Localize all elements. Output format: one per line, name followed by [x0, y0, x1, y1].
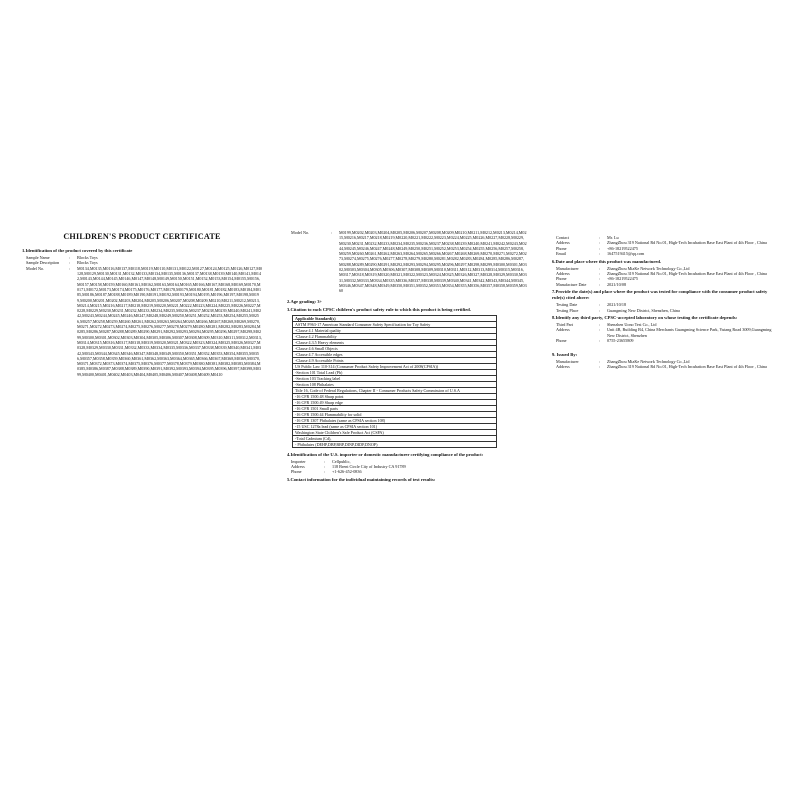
section-5-fields: [552, 235, 777, 257]
table-cell: - Phthalates (DEHP,DBP,BBP,DINP,DIDP,DNOP): [293, 441, 497, 447]
field-row: [552, 308, 777, 313]
field-colon: :: [599, 322, 601, 328]
table-cell: ASTM F963-17 American Standard Consumer Safety Specification for Toy Safety: [293, 321, 497, 327]
field-label: Sample Name: [26, 255, 50, 260]
field-colon: :: [599, 240, 601, 246]
page-column-3: [552, 235, 777, 370]
section-6-heading: 6.Date and place where this product was manufactured.: [552, 258, 662, 264]
field-value: ZhangZhou MiaKe Network Technology Co.,Ltd: [607, 265, 690, 271]
field-colon: :: [599, 307, 601, 313]
field-value: +86-18219522475: [607, 276, 638, 282]
section-8-fields: [552, 322, 777, 344]
section-5-heading: 5.Contact information for the individual maintaining records of test results:: [287, 476, 436, 482]
field-colon: :: [331, 230, 333, 235]
standards-table: [292, 315, 497, 448]
field-row: [287, 469, 527, 474]
section-7-heading: 7.Provide the date(s) and place where the product was tested for compliance with the consumer product safety rule(s) cited above:: [552, 289, 768, 301]
field-value: Unit 4B, Building B4, China Merchants Guangming Science Park, Yutang Road 3009,Guangming New District, Shenzhen: [607, 327, 772, 338]
section-9-heading: 9. Issued By:: [552, 351, 578, 357]
field-value: ZhangZhou 319 National Rd No.01, High-Tech Incubation Base East Plant of 4th Floor , China: [607, 240, 767, 246]
field-row: [552, 327, 777, 338]
field-value: ZhangZhou MiaKe Network Technology Co.,Ltd: [607, 358, 690, 364]
field-colon: :: [599, 271, 601, 277]
table-cell: -Clause 4.1 Material quality: [293, 327, 497, 333]
page-column-2: [287, 230, 527, 484]
field-colon: :: [69, 260, 71, 266]
field-colon: :: [69, 255, 71, 260]
field-row: [552, 251, 777, 256]
field-row: [22, 266, 262, 377]
field-value: 2021/10/18: [607, 302, 627, 308]
section-3-heading: 3.Citation to each CPSC children's product safety rule to which this product is being certified.: [287, 306, 472, 312]
section-8-heading: 8.Identify any third party, CPSC-accepted laboratory on whose testing the certificate depends:: [552, 315, 738, 321]
field-label: Manufacturer: [556, 265, 579, 271]
field-colon: :: [599, 358, 601, 364]
field-label: Phone: [556, 338, 567, 344]
table-cell: -Clause 4.3.5 Heavy elements: [293, 339, 497, 345]
field-value: Mr. Lu: [607, 235, 619, 240]
field-value: +1-626-452-0836: [332, 469, 362, 475]
field-colon: :: [599, 235, 601, 240]
field-value: +86-18219522475: [607, 245, 638, 251]
field-label: Model No.: [291, 230, 310, 235]
field-colon: :: [324, 463, 326, 469]
field-label: Testing Date: [556, 302, 578, 308]
table-cell: -Clause 4.6 Small Objects: [293, 345, 497, 351]
field-label: Address: [291, 463, 305, 469]
model-numbers-continued: M0199,M0202,M0203,M0204,M0205,M0206,M0207,M0208,M0209,M0210,M0211,M0212,M0213,M0214,M0215,M0216,M0217,M0218,M0219,M0220,M0221,M0222,M0223,M0224,M0225,M0226,M0227,M0228,M0229,M0230,M0231,M0232,M0233,M0234,M0235,M0236,M0237,M0238,M0239,M0240,M0241,M0242,M0243,M0244,M0245,M0246,M0247,M0248,M0249,M0250,M0251,M0252,M0253,M0254,M0255,M0256,M0257,M0258,M0259,M0260,M0261,M0262,M0263,M0264,M0265,M0266,M0267,M0268,M0269,M0270,M0271,M0272,M0273,M0274,M0275,M0276,M0277,M0278,M0279,M0280,M0281,M0282,M0283,M0284,M0285,M0286,M0287,M0288,M0289,M0290,M0291,M0292,M0293,M0294,M0295,M0296,M0297,M0298,M0299,M0300,M0301,M0302,M0303,M0304,M0305,M0306,M0307,M0308,M0309,M0310,M0311,M0312,M0313,M0314,M0315,M0316,M0317,M0318,M0319,M0320,M0321,M0322,M0323,M0324,M0325,M0326,M0327,M0328,M0329,M0330,M0331,M0332,M0333,M0334,M0335,M0336,M0337,M0338,M0339,M0340,M0341,M0342,M0343,M0344,M0345,M0346,M0347,M0348,M0349,M0350,M0351,M0352,M0353,M0354,M0355,M0356,M0357,M0358,M0359,M0360: [339, 230, 527, 294]
section-2-heading: 2.Age grading: 3+: [287, 298, 323, 304]
field-label: Model No.: [26, 265, 45, 271]
table-cell: Title 16, Code of Federal Regulations, Chapter II - Consumer Products Safety Commission of U.S.A: [293, 387, 497, 393]
field-value: Cellpublic,: [332, 458, 351, 464]
field-value: Shenzhen Uono Test Co., Ltd: [607, 322, 657, 328]
field-label: Phone: [556, 245, 567, 251]
field-value: Guangming New District, Shenzhen, China: [607, 307, 680, 313]
field-value: 2021/10/08: [607, 281, 627, 287]
field-value: Blocks Toys: [77, 255, 98, 260]
table-cell: -16 CFR 1307 Phthalates (same as CPSIA section 108): [293, 417, 497, 423]
table-cell: -Section 101 Total Lead (Pb): [293, 369, 497, 375]
field-row: [287, 230, 527, 294]
field-colon: :: [599, 364, 601, 370]
field-row: [552, 364, 777, 369]
field-label: Third Part: [556, 322, 574, 328]
table-cell: -Section 108 Phthalates: [293, 381, 497, 387]
table-cell: -Clause 4.2 Flammability: [293, 333, 497, 339]
table-cell: Washington State Children's Safe Product Act (CSPA): [293, 429, 497, 435]
page-column-1: [22, 232, 262, 377]
field-colon: :: [599, 265, 601, 271]
field-value: Blocks Toys: [77, 260, 98, 266]
field-label: Testing Place: [556, 307, 579, 313]
section-7-fields: [552, 302, 777, 313]
field-label: Address: [556, 271, 570, 277]
table-cell: -Clause 4.7 Accessible edges: [293, 351, 497, 357]
field-label: Email: [556, 251, 567, 257]
field-label: Address: [556, 240, 570, 246]
field-row: [552, 338, 777, 343]
field-label: Address: [556, 364, 570, 370]
field-value: 1647519415@qq.com: [607, 251, 645, 257]
table-cell: -16 CFR 1500.48 Sharp point: [293, 393, 497, 399]
section-6-fields: [552, 266, 777, 288]
field-colon: :: [324, 458, 326, 464]
field-value: 118 Brent Circle City of Industry CA 91789: [332, 463, 406, 469]
table-cell: -16 CFR 1501 Small parts: [293, 405, 497, 411]
table-cell: -Section 103 Tracking label: [293, 375, 497, 381]
section-9-fields: [552, 359, 777, 370]
table-cell: -15 USC 1278a lead (same as CPSIA section 101): [293, 423, 497, 429]
table-cell: -Clause 4.9 Accessible Points: [293, 357, 497, 363]
field-colon: :: [69, 265, 71, 271]
field-colon: :: [599, 338, 601, 344]
field-row: [552, 282, 777, 287]
field-value: ZhangZhou 319 National Rd No.01, High-Tech Incubation Base East Plant of 4th Floor , China: [607, 364, 767, 370]
table-cell: -Total Cadmium (Cd),: [293, 435, 497, 441]
field-label: Manufacture Date: [556, 281, 587, 287]
field-colon: :: [599, 302, 601, 308]
model-numbers: M0134,M0135,M0116,M0137,M0118,M0119,M0110,M0131,M0122,M0127,M0124,M0125,M0126,M0127,M0128,M0129,M0130,M0131,M0132,M0133,M0134,M0135,M0136,M0137,M0138,M0139,M0140,M0141,M0142,M0143,M0144,M0145,M0146,M0147,M0148,M0149,M0150,M0151,M0152,M0153,M0154,M0155,M0156,M0157,M0158,M0159,M0160,M0161,M0162,M0163,M0164,M0165,M0166,M0167,M0168,M0169,M0170,M0171,M0172,M0173,M0174,M0175,M0176,M0177,M0178,M0179,M0180,M0181,M0182,M0183,M0184,M0185,M0186,M0187,M0188,M0189,M0190,M0191,M0192,M0193,M0194,M0195,M0196,M0197,M0198,M0199,M0200,M0201,M0202,M0203,M0204,M0205,M0206,M0207,M0208,M0209,M0210,M0211,M0212,M0213,M0214,M0215,M0216,M0217,M0218,M0219,M0220,M0221,M0222,M0223,M0224,M0225,M0226,M0227,M0228,M0229,M0230,M0231,M0232,M0233,M0234,M0235,M0236,M0237,M0238,M0239,M0240,M0241,M0242,M0243,M0244,M0245,M0246,M0247,M0248,M0249,M0250,M0251,M0252,M0253,M0254,M0255,M0256,M0257,M0258,M0259,M0260,M0261,M0262,M0263,M0264,M0265,M0266,M0267,M0268,M0269,M0270,M0271,M0272,M0273,M0274,M0275,M0276,M0277,M0278,M0279,M0280,M0281,M0282,M0283,M0284,M0285,M0286,M0287,M0288,M0289,M0290,M0291,M0292,M0293,M0294,M0295,M0296,M0297,M0298,M0299,M0300,M0301,M0302,M0303,M0304,M0305,M0306,M0307,M0308,M0309,M0310,M0311,M0312,M0313,M0314,M0315,M0316,M0317,M0318,M0319,M0320,M0321,M0322,M0323,M0324,M0325,M0326,M0327,M0328,M0329,M0330,M0331,M0332,M0333,M0334,M0335,M0336,M0337,M0338,M0339,M0340,M0341,M0342,M0343,M0344,M0345,M0346,M0347,M0348,M0349,M0350,M0351,M0352,M0353,M0354,M0355,M0356,M0357,M0358,M0359,M0360,M0361,M0362,M0363,M0364,M0365,M0366,M0367,M0368,M0369,M0370,M0371,M0372,M0373,M0374,M0375,M0376,M0377,M0378,M0379,M0380,M0381,M0382,M0383,M0384,M0385,M0386,M0387,M0388,M0389,M0390,M0391,M0392,M0393,M0394,M0395,M0396,M0397,M0398,M0399,M0400,M0401,M0402,M0403,M0404,M0405,M0406,M0407,M0408,M0409,M0410: [77, 265, 262, 377]
field-colon: :: [324, 469, 326, 475]
table-cell: US Public Law 110-314 (Consumer Product Safety Improvement Act of 2008(CPSIA)): [293, 363, 497, 369]
field-colon: :: [599, 281, 601, 287]
field-label: Address: [556, 327, 570, 333]
field-label: Manufacturer: [556, 358, 579, 364]
section-1-heading: 1.Identification of the product covered by this certificate: [22, 248, 133, 253]
field-colon: :: [599, 251, 601, 257]
table-cell: -16 CFR 1500.49 Sharp edge: [293, 399, 497, 405]
table-cell: -16 CFR 1500.44 Flammability for solid: [293, 411, 497, 417]
field-value: ZhangZhou 319 National Rd No.01, High-Tech Incubation Base East Plant of 4th Floor , China: [607, 271, 767, 277]
section-4-heading: 4.Identification of the U.S. importer or domestic manufacturer certifying compliance of the product:: [287, 451, 484, 457]
field-label: Sample Description: [26, 260, 60, 266]
field-label: Phone: [556, 276, 567, 282]
field-colon: :: [599, 327, 601, 333]
field-label: Contact: [556, 235, 570, 240]
field-colon: :: [599, 276, 601, 282]
table-row: [293, 441, 497, 447]
field-label: Phone: [291, 469, 302, 475]
field-label: Importer: [291, 458, 306, 464]
document-title: CHILDREN'S PRODUCT CERTIFICATE: [63, 232, 221, 241]
field-value: 0755-23655809: [607, 338, 634, 344]
field-colon: :: [599, 245, 601, 251]
table-header: Applicable Standard(s): [293, 315, 497, 321]
